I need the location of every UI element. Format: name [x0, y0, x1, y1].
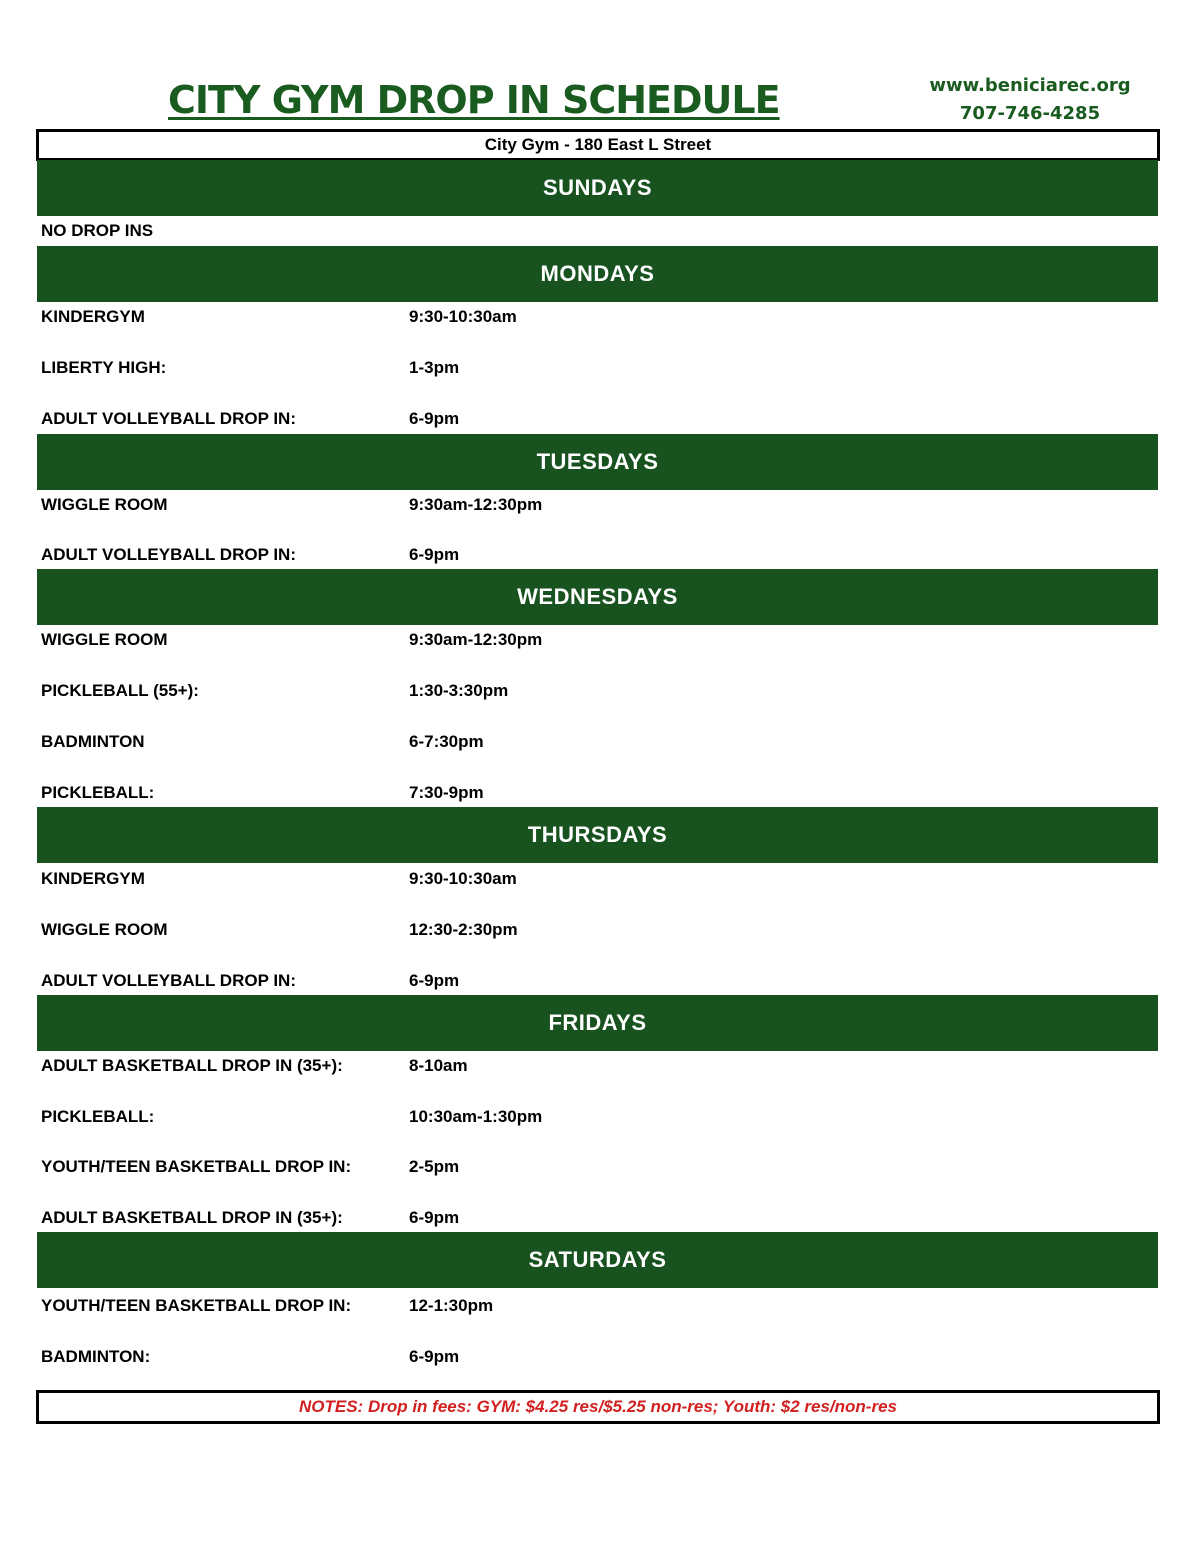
schedule-time: 10:30am-1:30pm — [409, 1107, 543, 1126]
schedule-time: 6-9pm — [409, 1347, 460, 1366]
page-title: CITY GYM DROP IN SCHEDULE — [168, 78, 780, 122]
schedule-label: BADMINTON: — [41, 1347, 151, 1366]
schedule-label: PICKLEBALL: — [41, 1107, 155, 1126]
schedule-label: BADMINTON — [41, 732, 145, 751]
schedule-time: 12:30-2:30pm — [409, 920, 518, 939]
schedule-time: 9:30am-12:30pm — [409, 630, 543, 649]
schedule-label: PICKLEBALL: — [41, 783, 155, 802]
schedule-time: 9:30am-12:30pm — [409, 495, 543, 514]
schedule-label: YOUTH/TEEN BASKETBALL DROP IN: — [41, 1296, 352, 1315]
day-header-friday: FRIDAYS — [37, 995, 1158, 1051]
schedule-label: WIGGLE ROOM — [41, 630, 168, 649]
schedule-time: 12-1:30pm — [409, 1296, 494, 1315]
schedule-label: NO DROP INS — [41, 221, 154, 240]
schedule-time: 9:30-10:30am — [409, 869, 517, 888]
day-header-sunday: SUNDAYS — [37, 160, 1158, 216]
day-header-wednesday: WEDNESDAYS — [37, 569, 1158, 625]
phone-number: 707-746-4285 — [959, 103, 1101, 124]
schedule-time: 6-9pm — [409, 1208, 460, 1227]
schedule-time: 7:30-9pm — [409, 783, 484, 802]
schedule-time: 8-10am — [409, 1056, 468, 1075]
location-box: City Gym - 180 East L Street — [36, 129, 1160, 161]
schedule-label: PICKLEBALL (55+): — [41, 681, 199, 700]
website-link[interactable]: www.beniciarec.org — [929, 75, 1131, 96]
schedule-time: 2-5pm — [409, 1157, 460, 1176]
fees-notes: NOTES: Drop in fees: GYM: $4.25 res/$5.25 non-res; Youth: $2 res/non-res — [36, 1390, 1160, 1424]
schedule-label: WIGGLE ROOM — [41, 495, 168, 514]
schedule-time: 6-9pm — [409, 545, 460, 564]
day-header-tuesday: TUESDAYS — [37, 434, 1158, 490]
contact-info — [920, 72, 1140, 128]
schedule-label: ADULT BASKETBALL DROP IN (35+): — [41, 1208, 343, 1227]
schedule-label: ADULT BASKETBALL DROP IN (35+): — [41, 1056, 343, 1075]
schedule-label: ADULT VOLLEYBALL DROP IN: — [41, 545, 296, 564]
day-header-monday: MONDAYS — [37, 246, 1158, 302]
schedule-label: ADULT VOLLEYBALL DROP IN: — [41, 971, 296, 990]
schedule-time: 6-7:30pm — [409, 732, 484, 751]
schedule-time: 9:30-10:30am — [409, 307, 517, 326]
schedule-label: LIBERTY HIGH: — [41, 358, 167, 377]
day-header-thursday: THURSDAYS — [37, 807, 1158, 863]
schedule-label: WIGGLE ROOM — [41, 920, 168, 939]
day-header-saturday: SATURDAYS — [37, 1232, 1158, 1288]
schedule-time: 1-3pm — [409, 358, 460, 377]
schedule-time: 6-9pm — [409, 409, 460, 428]
schedule-label: KINDERGYM — [41, 869, 145, 888]
schedule-label: ADULT VOLLEYBALL DROP IN: — [41, 409, 296, 428]
schedule-time: 6-9pm — [409, 971, 460, 990]
schedule-label: YOUTH/TEEN BASKETBALL DROP IN: — [41, 1157, 352, 1176]
schedule-time: 1:30-3:30pm — [409, 681, 509, 700]
schedule-label: KINDERGYM — [41, 307, 145, 326]
